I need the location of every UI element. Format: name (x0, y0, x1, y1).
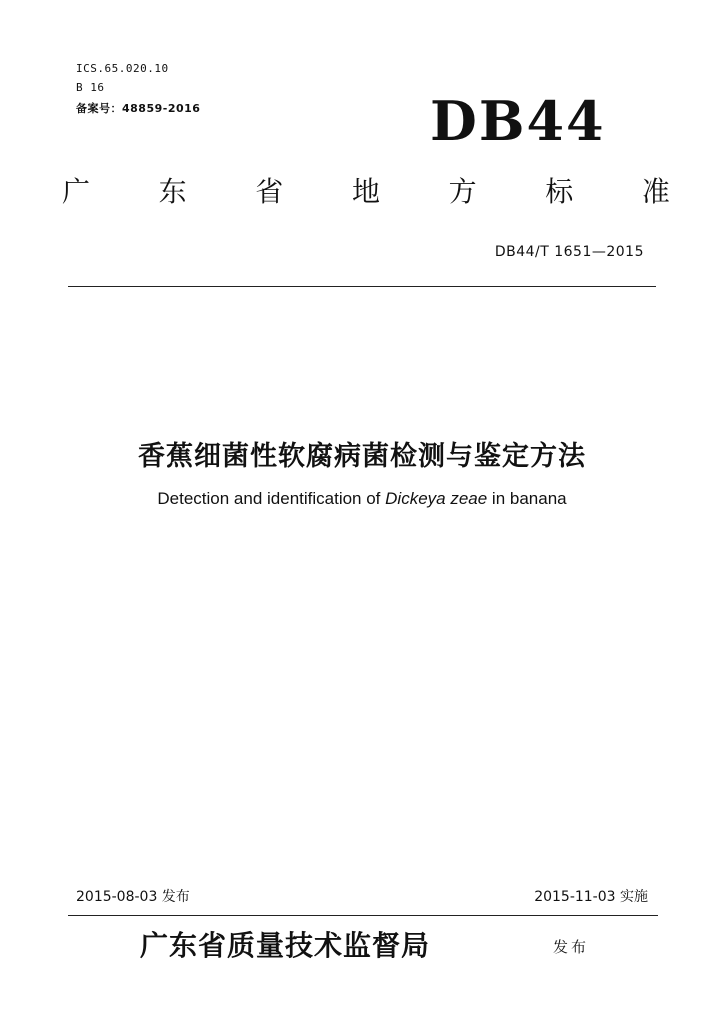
document-title-chinese: 香蕉细菌性软腐病菌检测与鉴定方法 (138, 441, 586, 472)
standard-logo: DB44 (430, 89, 606, 153)
title-english-suffix: in banana (487, 489, 567, 508)
title-english-prefix: Detection and identification of (157, 489, 386, 508)
heading-char: 省 (255, 175, 284, 208)
bottom-divider (68, 915, 658, 916)
top-divider (68, 286, 656, 287)
heading-char: 标 (545, 175, 574, 208)
document-title-english (0, 489, 724, 509)
implement-date: 2015-11-03 实施 (534, 889, 648, 905)
ccs-code: B 16 (76, 81, 105, 94)
ics-code: ICS.65.020.10 (76, 62, 169, 75)
heading-char: 准 (641, 175, 670, 208)
heading-char: 广 (61, 175, 90, 208)
title-english-species: Dickeya zeae (385, 489, 488, 508)
standard-type-heading (56, 175, 676, 208)
heading-char: 地 (351, 175, 380, 208)
publish-date: 2015-08-03 发布 (76, 889, 190, 905)
issuing-authority: 广东省质量技术监督局 (140, 929, 431, 962)
heading-char: 方 (448, 175, 477, 208)
filing-number: 备案号：48859-2016 (76, 102, 201, 115)
standard-number: DB44/T 1651—2015 (494, 244, 644, 260)
heading-char: 东 (158, 175, 187, 208)
issue-label: 发布 (553, 938, 590, 956)
